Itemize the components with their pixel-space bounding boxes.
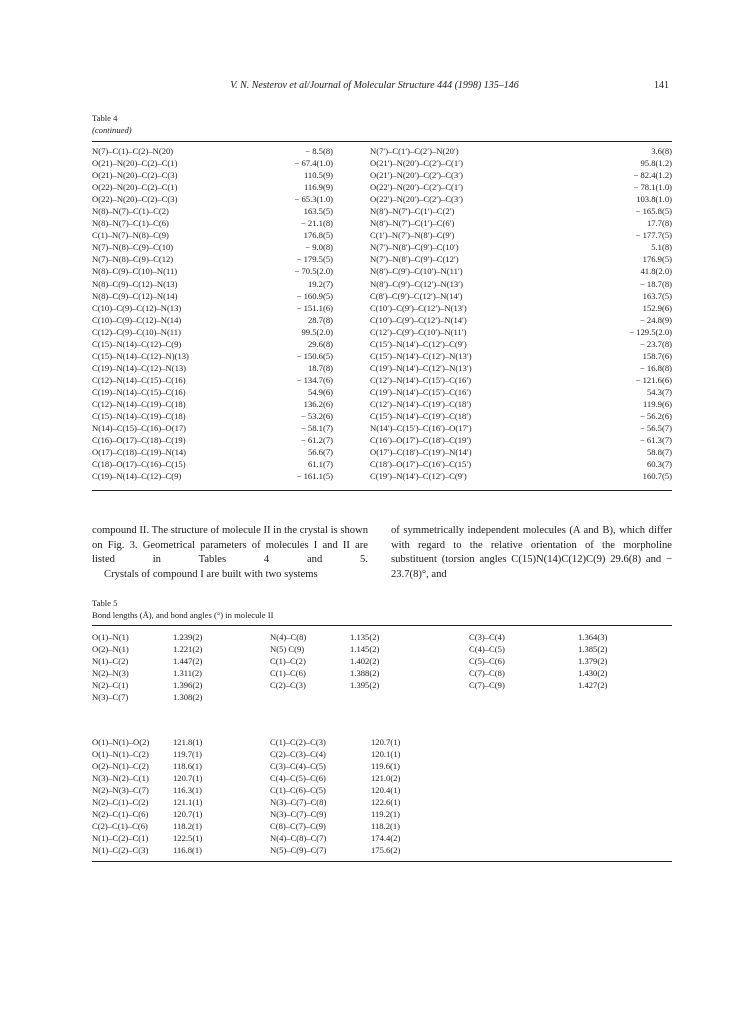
body-paragraph: compound II. The structure of molecule II in the crystal is shown on Fig. 3. Geometrical parameters of molecules I and II are listed in Tables 4 and 5. (92, 525, 368, 566)
table-cell-label: O(21′)–N(20′)–C(2′)–C(3′) (370, 170, 463, 181)
table-row (92, 773, 672, 785)
table-row (92, 291, 672, 303)
body-text-left-column (92, 524, 368, 582)
table-cell-value: − 179.5(5) (296, 254, 333, 265)
table-row (92, 797, 672, 809)
table-cell-label: N(7′)–N(8′)–C(9′)–C(10′) (370, 242, 459, 253)
table-row (92, 170, 672, 182)
table-cell-label: N(3)–C(7) (92, 692, 129, 703)
table-cell-value: 17.7(8) (646, 218, 672, 229)
table-row (92, 230, 672, 242)
table4-caption (92, 112, 132, 136)
table-cell-value: 163.5(5) (303, 206, 333, 217)
table-cell-value: 1.364(3) (578, 632, 608, 642)
table-cell-label: N(2)–N(3)–C(7) (92, 785, 149, 796)
table5-bond-angles (92, 737, 672, 857)
table-cell-label: C(10′)–C(9′)–C(12′)–N(13′) (370, 302, 467, 313)
table-cell-value: − 65.3(1.0) (294, 194, 333, 205)
table-cell-value: − 151.1(6) (296, 302, 333, 313)
table-cell-label: N(8)–C(9)–C(10)–N(11) (92, 266, 178, 277)
table4-bottom-rule (92, 490, 672, 491)
table5-caption (92, 597, 273, 621)
table-cell-value: 41.8(2.0) (640, 266, 672, 277)
table-cell-label: O(1)–N(1) (92, 632, 129, 642)
table-cell-value: − 58.1(7) (300, 423, 333, 434)
table-cell-label: N(8′)–N(7′)–C(1′)–C(2′) (370, 206, 455, 217)
table-cell-label: N(3)–C(7)–C(8) (270, 797, 327, 808)
table-cell-value: 121.1(1) (173, 797, 203, 808)
table-cell-label: N(8)–N(7)–C(1)–C(2) (92, 206, 169, 217)
table-row (92, 749, 672, 761)
table-row (92, 471, 672, 483)
table-cell-label: N(7)–N(8)–C(9)–C(12) (92, 254, 174, 265)
table-cell-label: C(18′)–O(17′)–C(16′)–C(15′) (370, 459, 472, 470)
table-row (92, 182, 672, 194)
table-cell-label: C(7)–C(9) (469, 680, 505, 691)
table-cell-value: − 18.7(8) (639, 278, 672, 289)
table-cell-value: 61.1(7) (307, 459, 333, 470)
table-cell-label: C(15)–N(14)–C(12)–C(9) (92, 338, 182, 349)
table-cell-value: 54.9(6) (307, 386, 333, 397)
table-cell-value: − 160.9(5) (296, 290, 333, 301)
table-cell-label: C(10)–C(9)–C(12)–N(14) (92, 314, 182, 325)
table-cell-value: − 161.1(5) (296, 471, 333, 482)
table-cell-value: 1.427(2) (578, 680, 608, 691)
table-cell-label: C(12′)–C(9′)–C(10′)–N(11′) (370, 326, 467, 337)
table-cell-value: 174.4(2) (371, 833, 401, 844)
page-number: 141 (654, 80, 669, 91)
table-cell-value: − 61.2(7) (300, 435, 333, 446)
table-row (92, 761, 672, 773)
table-row (92, 194, 672, 206)
table4-body (92, 146, 672, 483)
table-cell-label: O(21)–N(20)–C(2)–C(3) (92, 170, 178, 181)
table-cell-value: − 23.7(8) (639, 338, 672, 349)
table-row (92, 668, 672, 680)
table-cell-label: C(19)–N(14)–C(15)–C(16) (92, 386, 186, 397)
table-cell-value: − 177.7(5) (635, 230, 672, 241)
running-title: V. N. Nesterov et al/Journal of Molecular Structure 444 (1998) 135–146 (230, 80, 519, 91)
table-cell-value: 56.6(7) (307, 447, 333, 458)
table-row (92, 315, 672, 327)
table-cell-label: C(19′)–N(14′)–C(15′)–C(16′) (370, 386, 472, 397)
table-cell-label: C(10′)–C(9′)–C(12′)–N(14′) (370, 314, 467, 325)
table-cell-label: N(1)–C(2) (92, 656, 129, 667)
table-cell-label: C(16′)–O(17′)–C(18′)–C(19′) (370, 435, 472, 446)
table-cell-label: C(7)–C(8) (469, 668, 505, 679)
table-cell-value: 1.145(2) (350, 644, 380, 655)
table-cell-label: O(21′)–N(20′)–C(2′)–C(1′) (370, 158, 463, 169)
table-cell-value: 121.0(2) (371, 773, 401, 784)
table-cell-value: 121.8(1) (173, 737, 203, 747)
table-cell-label: C(12′)–N(14′)–C(19′)–C(18′) (370, 398, 472, 409)
table-row (92, 644, 672, 656)
table-cell-label: C(1)–C(6)–C(5) (270, 785, 326, 796)
table-cell-value: − 56.5(7) (639, 423, 672, 434)
table-cell-value: 120.1(1) (371, 749, 401, 760)
table-cell-label: N(2)–C(1) (92, 680, 129, 691)
table-cell-label: C(19′)–N(14′)–C(12′)–C(9′) (370, 471, 467, 482)
table4-subtitle: (continued) (92, 125, 132, 135)
table-cell-value: 3.6(8) (651, 146, 672, 156)
table-cell-label: C(15′)–N(14′)–C(12′)–C(9′) (370, 338, 467, 349)
table-cell-value: 1.396(2) (173, 680, 203, 691)
table-cell-label: C(8′)–C(9′)–C(12′)–N(14′) (370, 290, 463, 301)
table5-subtitle: Bond lengths (Å), and bond angles (°) in molecule II (92, 610, 274, 620)
table-cell-value: 120.4(1) (371, 785, 401, 796)
table-cell-value: 163.7(5) (642, 290, 672, 301)
table-row (92, 399, 672, 411)
table-cell-label: C(15′)–N(14′)–C(19′)–C(18′) (370, 411, 472, 422)
table-cell-label: N(3)–C(7)–C(9) (270, 809, 327, 820)
table-cell-value: 120.7(1) (173, 809, 203, 820)
table4-title: Table 4 (92, 113, 118, 123)
table-cell-label: N(1)–C(2)–C(3) (92, 845, 149, 856)
table-cell-label: N(2)–C(1)–C(2) (92, 797, 149, 808)
table-cell-label: O(1)–N(1)–O(2) (92, 737, 150, 747)
table-cell-value: − 56.2(6) (639, 411, 672, 422)
table-cell-label: N(2)–C(1)–C(6) (92, 809, 149, 820)
table-cell-label: N(8′)–C(9′)–C(12′)–N(13′) (370, 278, 463, 289)
table-cell-label: C(2)–C(1)–C(6) (92, 821, 148, 832)
table-row (92, 423, 672, 435)
table-cell-value: 54.3(7) (646, 386, 672, 397)
table-cell-label: C(1)–C(2)–C(3) (270, 737, 326, 747)
table-row (92, 327, 672, 339)
table-cell-value: 175.6(2) (371, 845, 401, 856)
table-cell-value: 118.2(1) (371, 821, 401, 832)
table-row (92, 387, 672, 399)
table-cell-value: 116.9(9) (303, 182, 333, 193)
table-cell-value: 58.8(7) (646, 447, 672, 458)
table-cell-label: O(22′)–N(20′)–C(2′)–C(3′) (370, 194, 463, 205)
table-row (92, 375, 672, 387)
table-cell-value: − 134.7(6) (296, 374, 333, 385)
table-cell-label: N(1)–C(2)–C(1) (92, 833, 149, 844)
table-cell-value: − 67.4(1.0) (294, 158, 333, 169)
table-cell-label: N(8)–C(9)–C(12)–N(13) (92, 278, 178, 289)
table-cell-label: N(5) C(9) (270, 644, 305, 655)
table-cell-value: 1.447(2) (173, 656, 203, 667)
table4-top-rule (92, 141, 672, 142)
body-paragraph: Crystals of compound I are built with two systems (104, 568, 318, 580)
table-row (92, 411, 672, 423)
table-cell-label: N(14′)–C(15′)–C(16′)–O(17′) (370, 423, 472, 434)
table-cell-value: 5.1(8) (651, 242, 672, 253)
table-cell-value: − 24.8(9) (639, 314, 672, 325)
table-cell-label: O(1)–N(1)–C(2) (92, 749, 149, 760)
table-cell-value: 28.7(8) (307, 314, 333, 325)
table5-bond-lengths (92, 632, 672, 704)
table-cell-value: 1.135(2) (350, 632, 380, 642)
table-cell-label: O(17′)–C(18′)–C(19′)–N(14′) (370, 447, 472, 458)
table-row (92, 351, 672, 363)
table-cell-label: N(7′)–C(1′)–C(2′)–N(20′) (370, 146, 459, 156)
table5-title: Table 5 (92, 598, 118, 608)
table-cell-value: 19.2(7) (307, 278, 333, 289)
table-cell-value: 18.7(8) (307, 362, 333, 373)
table-row (92, 785, 672, 797)
table-row (92, 737, 672, 749)
table-cell-label: N(7)–C(1)–C(2)–N(20) (92, 146, 174, 156)
table-cell-label: C(1)–N(7)–N(8)–C(9) (92, 230, 169, 241)
table5-bottom-rule (92, 861, 672, 862)
table-cell-label: C(5)–C(6) (469, 656, 505, 667)
table-cell-value: 118.2(1) (173, 821, 203, 832)
table-cell-label: N(8′)–C(9′)–C(10′)–N(11′) (370, 266, 463, 277)
table-cell-value: 120.7(1) (371, 737, 401, 747)
table-cell-value: 136.2(6) (303, 398, 333, 409)
table-cell-value: − 53.2(6) (300, 411, 333, 422)
table-row (92, 435, 672, 447)
table-cell-value: 160.7(5) (642, 471, 672, 482)
table-row (92, 146, 672, 158)
table-cell-value: − 82.4(1.2) (633, 170, 672, 181)
table-cell-label: O(21)–N(20)–C(2)–C(1) (92, 158, 178, 169)
table-cell-label: C(18)–O(17)–C(16)–C(15) (92, 459, 186, 470)
table-cell-label: C(4)–C(5) (469, 644, 505, 655)
table-row (92, 656, 672, 668)
table-cell-value: − 78.1(1.0) (633, 182, 672, 193)
table-cell-label: C(15)–N(14)–C(19)–C(18) (92, 411, 186, 422)
table-cell-value: 119.2(1) (371, 809, 401, 820)
table-cell-value: 120.7(1) (173, 773, 203, 784)
table-cell-value: 60.3(7) (646, 459, 672, 470)
table-row (92, 459, 672, 471)
table-cell-value: 29.6(8) (307, 338, 333, 349)
table-cell-label: N(14)–C(15)–C(16)–O(17) (92, 423, 187, 434)
table-cell-label: N(8)–N(7)–C(1)–C(6) (92, 218, 169, 229)
table-cell-label: N(7′)–N(8′)–C(9′)–C(12′) (370, 254, 459, 265)
table-cell-label: N(8′)–N(7′)–C(1′)–C(6′) (370, 218, 455, 229)
table-row (92, 845, 672, 857)
table-cell-value: 1.395(2) (350, 680, 380, 691)
table-row (92, 632, 672, 644)
table-cell-value: 116.8(1) (173, 845, 203, 856)
table-cell-value: − 8.5(8) (305, 146, 333, 156)
table-cell-value: 1.311(2) (173, 668, 203, 679)
table-cell-value: 158.7(6) (642, 350, 672, 361)
table-cell-value: − 16.8(8) (639, 362, 672, 373)
table-cell-label: N(4)–C(8)–C(7) (270, 833, 327, 844)
table-cell-label: N(3)–N(2)–C(1) (92, 773, 149, 784)
table-cell-label: C(1)–C(6) (270, 668, 306, 679)
table-cell-label: C(19′)–N(14′)–C(12′)–N(13′) (370, 362, 472, 373)
table-row (92, 266, 672, 278)
table-cell-label: C(2)–C(3)–C(4) (270, 749, 326, 760)
table-cell-value: 99.5(2.0) (301, 326, 333, 337)
table-cell-value: 119.6(1) (371, 761, 401, 772)
table-row (92, 680, 672, 692)
table-cell-value: − 9.0(8) (305, 242, 333, 253)
table-cell-label: C(15′)–N(14′)–C(12′)–N(13′) (370, 350, 472, 361)
table-cell-label: C(19)–N(14)–C(12)–N(13) (92, 362, 187, 373)
table-cell-label: C(12′)–N(14′)–C(15′)–C(16′) (370, 374, 472, 385)
table-cell-label: C(1′)–N(7′)–N(8′)–C(9′) (370, 230, 455, 241)
table-cell-label: O(22)–N(20)–C(2)–C(1) (92, 182, 178, 193)
table-row (92, 339, 672, 351)
table-row (92, 447, 672, 459)
table-cell-value: 176.8(5) (303, 230, 333, 241)
table-row (92, 363, 672, 375)
table-cell-value: 1.402(2) (350, 656, 380, 667)
table-cell-value: 1.221(2) (173, 644, 203, 655)
table-row (92, 279, 672, 291)
body-text-right-column (391, 524, 672, 582)
table-cell-label: C(19)–N(14)–C(12)–C(9) (92, 471, 182, 482)
table-cell-label: C(10)–C(9)–C(12)–N(13) (92, 302, 182, 313)
table-cell-label: O(2)–N(1)–C(2) (92, 761, 149, 772)
table-cell-label: C(16)–O(17)–C(18)–C(19) (92, 435, 186, 446)
table-cell-label: C(12)–C(9)–C(10)–N(11) (92, 326, 181, 337)
table-cell-value: − 129.5(2.0) (629, 326, 672, 337)
table-cell-value: 1.430(2) (578, 668, 608, 679)
table-row (92, 809, 672, 821)
table-cell-value: 1.385(2) (578, 644, 608, 655)
table-cell-label: N(8)–C(9)–C(12)–N(14) (92, 290, 178, 301)
table-cell-value: − 61.3(7) (639, 435, 672, 446)
table-cell-value: 1.379(2) (578, 656, 608, 667)
table-cell-value: 119.9(6) (642, 398, 672, 409)
table-cell-label: N(5)–C(9)–C(7) (270, 845, 327, 856)
table-cell-label: C(2)–C(3) (270, 680, 306, 691)
table-cell-value: 122.5(1) (173, 833, 203, 844)
table-cell-value: 1.239(2) (173, 632, 203, 642)
table-row (92, 821, 672, 833)
table-cell-value: 1.388(2) (350, 668, 380, 679)
table-cell-label: N(2)–N(3) (92, 668, 129, 679)
table-row (92, 218, 672, 230)
table-cell-value: 152.9(6) (642, 302, 672, 313)
table-row (92, 692, 672, 704)
table-cell-value: 176.9(5) (642, 254, 672, 265)
table-cell-label: C(3)–C(4) (469, 632, 505, 642)
table-cell-value: 118.6(1) (173, 761, 203, 772)
running-header (0, 80, 749, 94)
table-cell-label: C(1)–C(2) (270, 656, 306, 667)
table5-top-rule (92, 625, 672, 626)
table-cell-value: − 121.6(6) (635, 374, 672, 385)
table-row (92, 206, 672, 218)
body-paragraph: of symmetrically independent molecules (A and B), which differ with regard to the relative orientation of the morpholine substituent (torsion angles C(15)N(14)C(12)C(9) 29.6(8) and − 23.7(8)°, and (391, 525, 672, 580)
table-cell-label: C(3)–C(4)–C(5) (270, 761, 326, 772)
table-cell-value: − 70.5(2.0) (294, 266, 333, 277)
table-row (92, 303, 672, 315)
table-cell-label: O(2)–N(1) (92, 644, 129, 655)
table-cell-value: 116.3(1) (173, 785, 203, 796)
table-cell-value: − 21.1(8) (300, 218, 333, 229)
table-row (92, 242, 672, 254)
table-cell-value: − 165.8(5) (635, 206, 672, 217)
table-cell-label: O(22)–N(20)–C(2)–C(3) (92, 194, 178, 205)
table-cell-value: 103.8(1.0) (636, 194, 672, 205)
table-cell-value: 95.8(1.2) (640, 158, 672, 169)
table-cell-label: N(4)–C(8) (270, 632, 307, 642)
table-cell-label: C(4)–C(5)–C(6) (270, 773, 326, 784)
table-cell-value: 110.5(9) (303, 170, 333, 181)
table-cell-value: − 150.6(5) (296, 350, 333, 361)
table-cell-label: C(8)–C(7)–C(9) (270, 821, 326, 832)
table-cell-label: C(15)–N(14)–C(12)–N)(13) (92, 350, 189, 361)
table-row (92, 254, 672, 266)
table-cell-label: C(12)–N(14)–C(19)–C(18) (92, 398, 186, 409)
table-cell-value: 119.7(1) (173, 749, 203, 760)
table-cell-label: C(12)–N(14)–C(15)–C(16) (92, 374, 186, 385)
table-cell-value: 1.308(2) (173, 692, 203, 703)
table-row (92, 833, 672, 845)
table-cell-label: O(17)–C(18)–C(19)–N(14) (92, 447, 187, 458)
table-cell-label: N(7)–N(8)–C(9)–C(10) (92, 242, 174, 253)
table-cell-value: 122.6(1) (371, 797, 401, 808)
table-cell-label: O(22′)–N(20′)–C(2′)–C(1′) (370, 182, 463, 193)
table-row (92, 158, 672, 170)
